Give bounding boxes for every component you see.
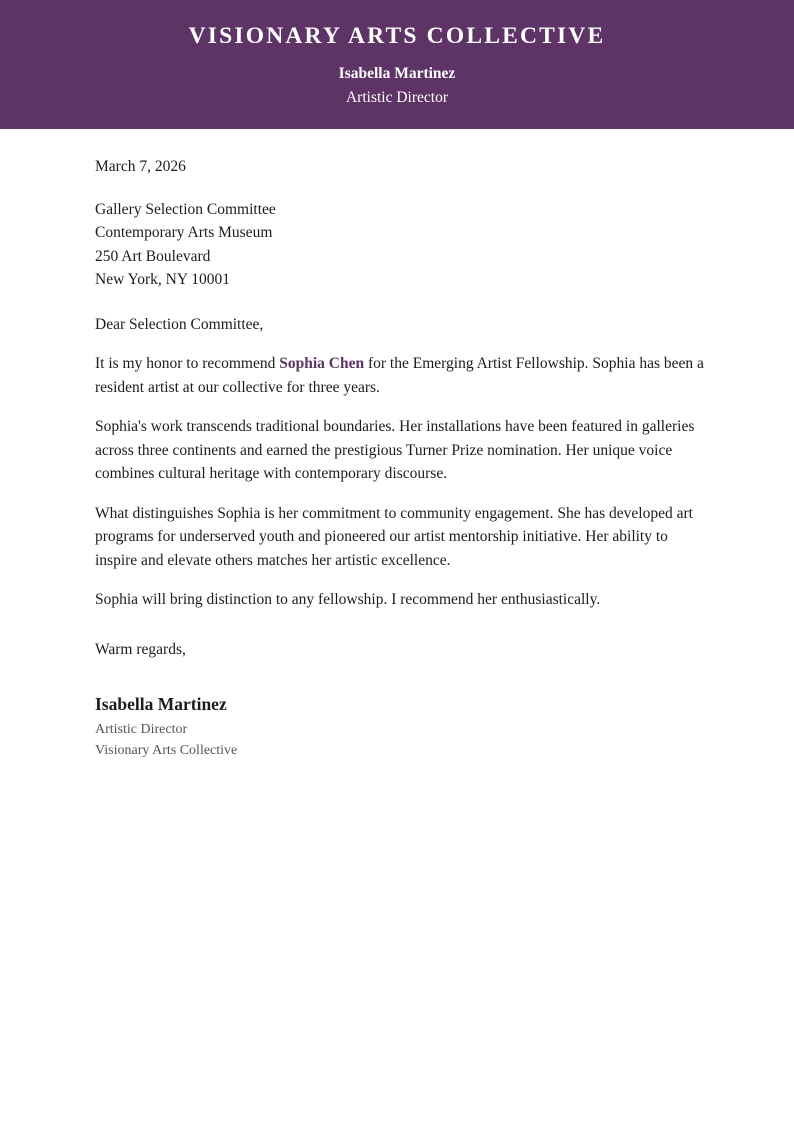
paragraph-community: What distinguishes Sophia is her commitment to community engagement. She has developed art programs for underserved youth and pioneered our artist mentorship initiative. Her ability to inspire and elevate others matches her artistic excellence.: [95, 504, 693, 569]
signature-title: Artistic Director: [95, 722, 188, 737]
letter-date: March 7, 2026: [95, 158, 186, 175]
recipient-line: Contemporary Arts Museum: [95, 224, 273, 241]
signature-organization: Visionary Arts Collective: [95, 743, 238, 758]
organization-name: VISIONARY ARTS COLLECTIVE: [188, 23, 606, 49]
paragraph-work: Sophia's work transcends traditional boundaries. Her installations have been featured in galleries across three continents and earned the prestigious Turner Prize nomination. Her unique voice combines cultural heritage with contemporary discourse.: [95, 418, 695, 482]
sender-name: Isabella Martinez: [338, 65, 456, 82]
salutation: Dear Selection Committee,: [95, 315, 264, 333]
paragraph-text: It is my honor to recommend: [95, 355, 280, 372]
signature-name: Isabella Martinez: [95, 694, 227, 714]
candidate-name: Sophia Chen: [279, 355, 365, 372]
recipient-address: [95, 198, 705, 292]
sender-title: Artistic Director: [345, 89, 448, 106]
recipient-line: 250 Art Boulevard: [95, 247, 211, 265]
paragraph-conclusion: Sophia will bring distinction to any fellowship. I recommend her enthusiastically.: [95, 591, 601, 608]
paragraph-text: for the Emerging Artist Fellowship. Sophia has been a resident artist at our collective for three years.: [95, 355, 704, 396]
recipient-line: New York, NY 10001: [95, 271, 231, 288]
letterhead: [0, 0, 794, 129]
recipient-line: Gallery Selection Committee: [95, 200, 276, 218]
letter-body: [95, 155, 705, 761]
paragraph-introduction: [95, 352, 705, 399]
closing: Warm regards,: [95, 640, 186, 658]
